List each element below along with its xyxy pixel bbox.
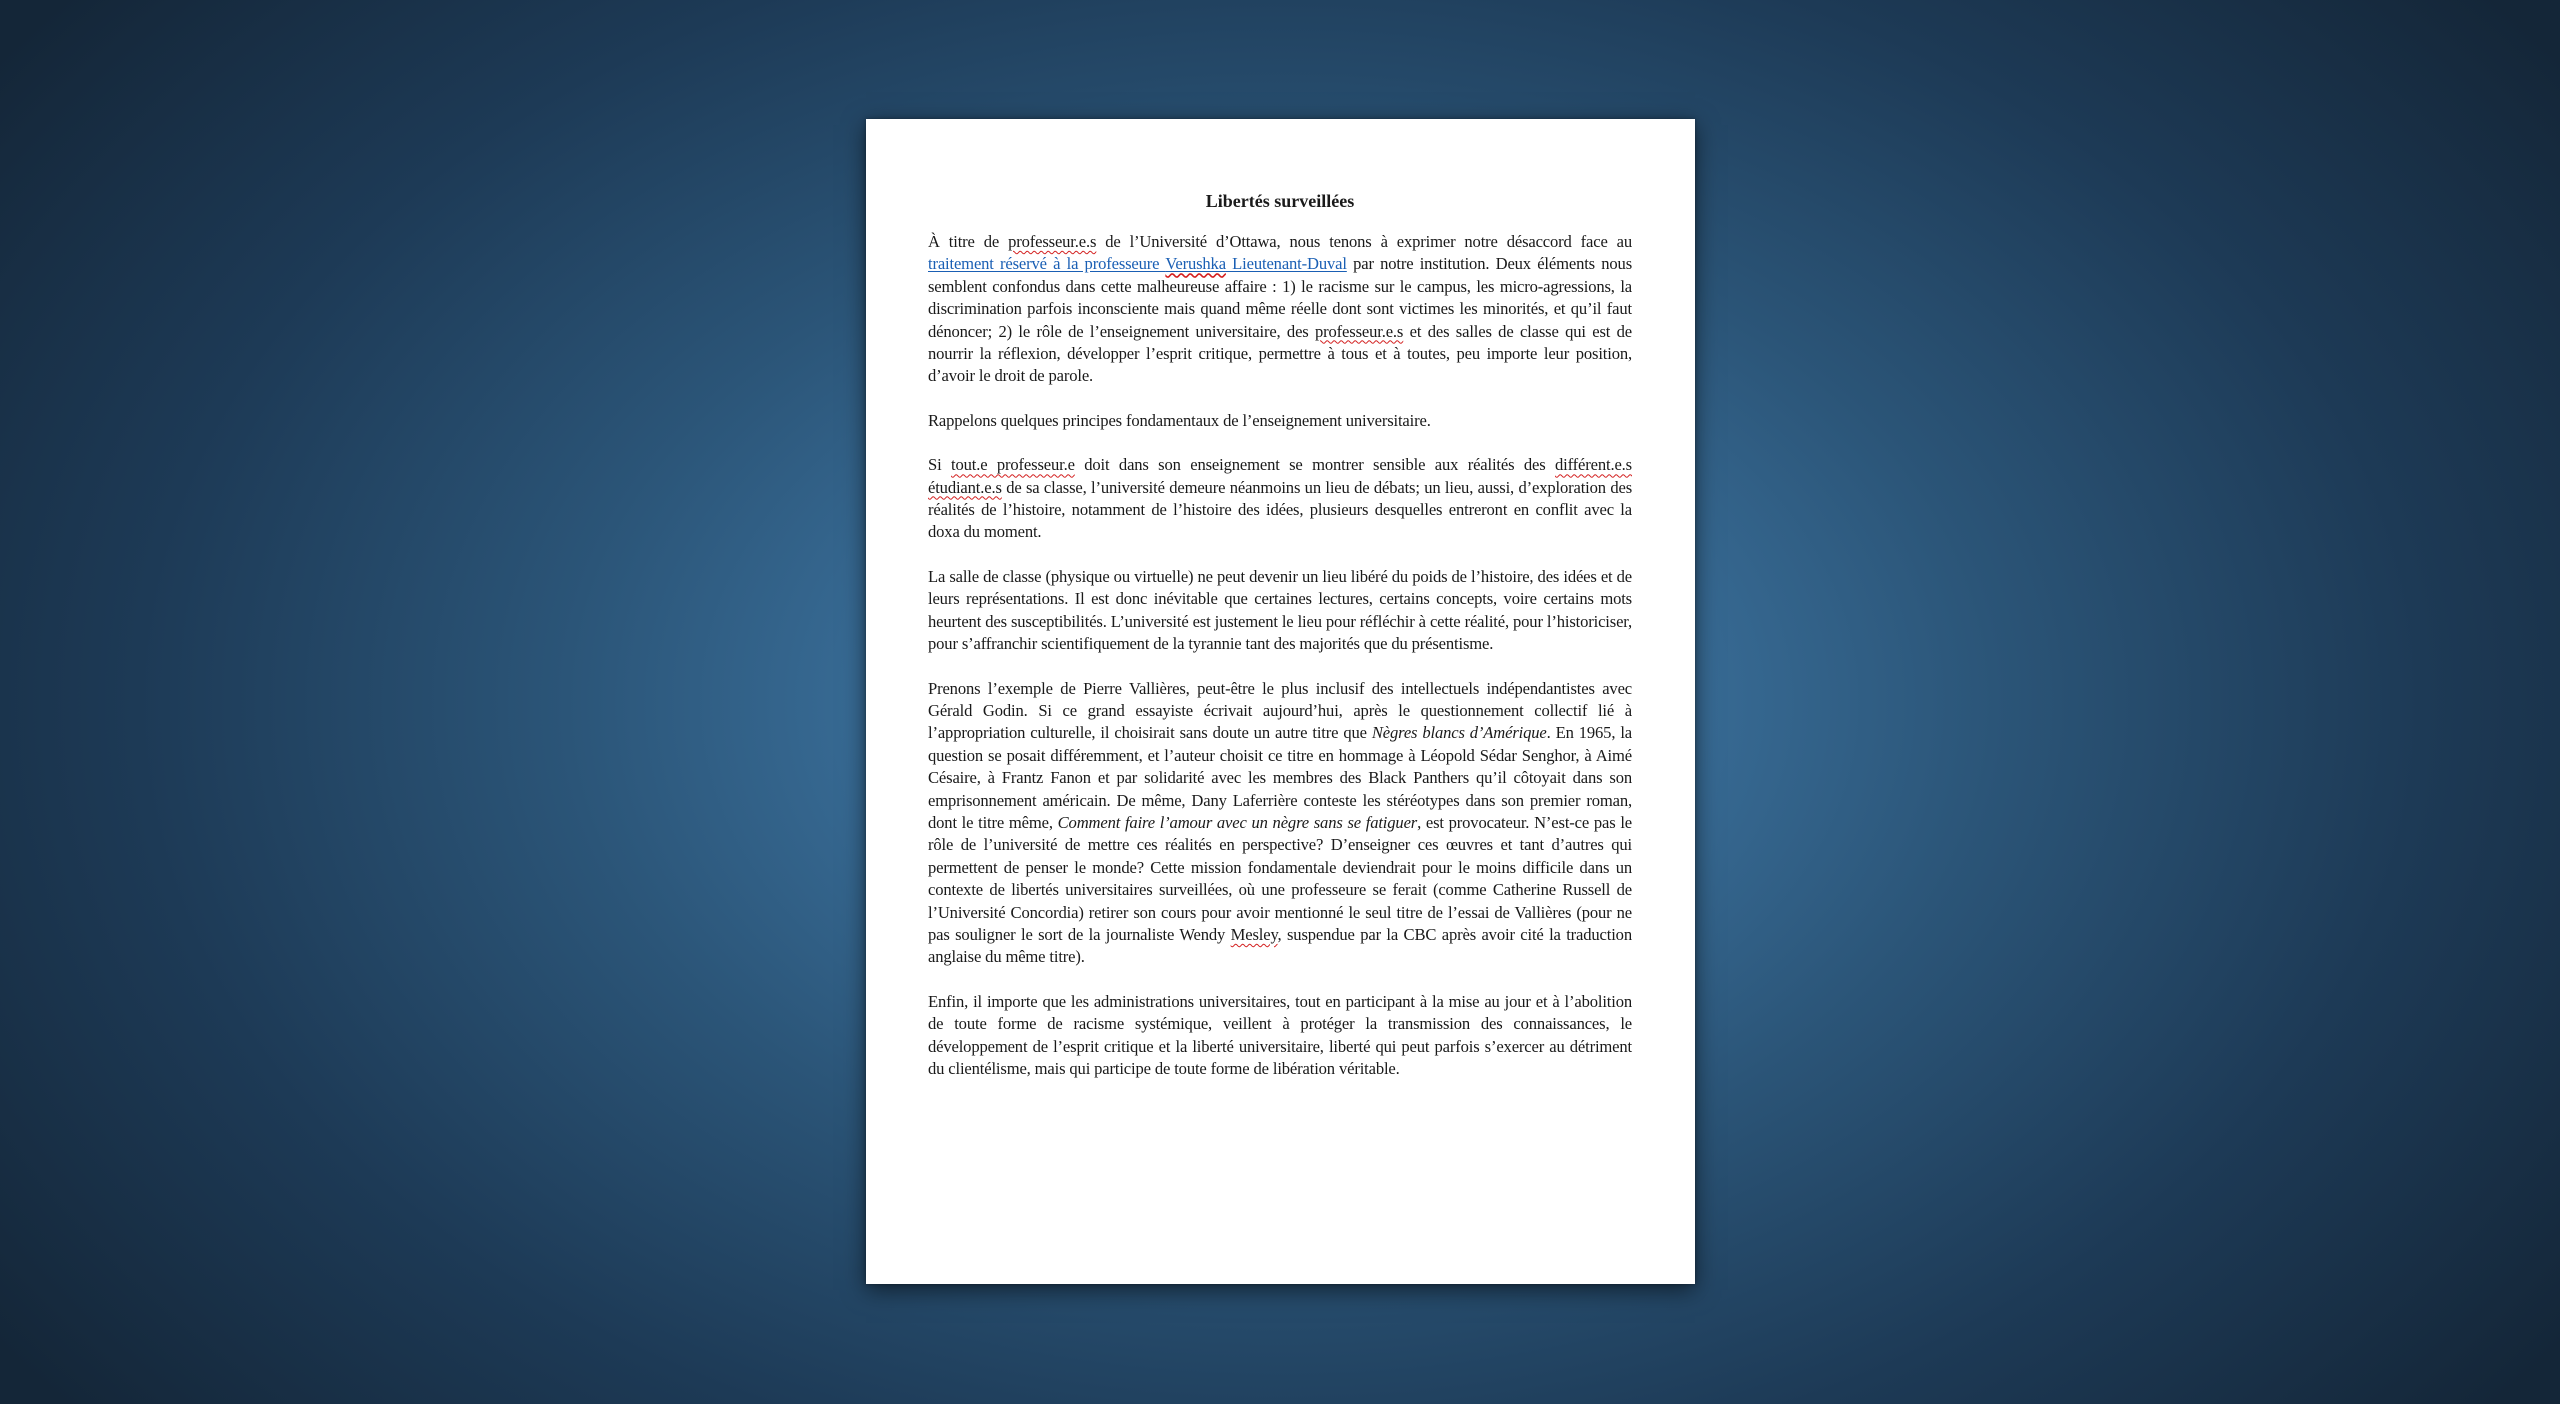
text-run: de sa classe, l’université demeure néanmoins un lieu de débats; un lieu, aussi, d’exploration des réalités de l’histoire, notamment de l’histoire des idées, plusieurs desquelles entreront en conflit avec la doxa du moment.: [928, 477, 1632, 542]
spellcheck-word[interactable]: Verushka: [1165, 254, 1226, 274]
text-run: et des salles de classe qui est de nourrir la réflexion, développer l’esprit critique, permettre à tous et à toutes, peu importe leur position, d’avoir le droit de parole.: [928, 321, 1632, 386]
text-run: À titre de: [928, 232, 1009, 251]
paragraph-1: [928, 231, 1632, 388]
text-run: doit dans son enseignement se montrer sensible aux réalités des: [1074, 455, 1555, 475]
book-title: Comment faire l’amour avec un nègre sans se fatiguer: [1057, 812, 1418, 832]
spellcheck-word[interactable]: tout.e professeur.e: [951, 455, 1075, 475]
text-run: de l’Université d’Ottawa, nous tenons à exprimer notre désaccord face au: [1096, 232, 1632, 251]
link-text[interactable]: traitement réservé à la professeure: [928, 254, 1166, 274]
spellcheck-word[interactable]: Mesley: [1230, 924, 1278, 944]
text-run: Prenons l’exemple de Pierre Vallières, peut-être le plus inclusif des intellectuels indépendantistes avec Gérald Godin. Si ce grand essayiste écrivait aujourd’hui, après le questionnement collectif lié à l’appropriation culturelle, il choisirait sans doute un autre titre que: [928, 678, 1632, 743]
link-text[interactable]: Lieutenant-Duval: [1225, 254, 1347, 274]
paragraph-2: Rappelons quelques principes fondamentaux de l’enseignement universitaire.: [928, 410, 1431, 430]
book-title: Nègres blancs d’Amérique: [1371, 723, 1547, 743]
spellcheck-word[interactable]: différent.e.s étudiant.e.s: [928, 455, 1632, 497]
text-run: , est provocateur. N’est-ce pas le rôle de l’université de mettre ces réalités en perspective? D’enseigner ces œuvres et tant d’autres qui permettent de penser le monde? Cette mission fondamentale deviendrait pour le moins difficile dans un contexte de libertés universitaires surveillées, où une professeure se ferait (comme Catherine Russell de l’Université Concordia) retirer son cours pour avoir mentionné le seul titre de l’essai de Vallières (pour ne pas souligner le sort de la journaliste Wendy: [928, 812, 1632, 944]
text-run: , suspendue par la CBC après avoir cité la traduction anglaise du même titre).: [928, 924, 1632, 967]
spellcheck-word[interactable]: professeur.e.s: [1008, 232, 1097, 251]
document-page: [866, 119, 1695, 1284]
paragraph-3: [928, 454, 1632, 544]
article-link[interactable]: [928, 254, 1347, 273]
paragraph-6: Enfin, il importe que les administrations universitaires, tout en participant à la mise au jour et à l’abolition de toute forme de racisme systémique, veillent à protéger la transmission des connaissances, le développement de l’esprit critique et la liberté universitaire, liberté qui peut parfois s’exercer au détriment du clientélisme, mais qui participe de toute forme de libération véritable.: [928, 991, 1632, 1078]
spellcheck-word[interactable]: professeur.e.s: [1315, 321, 1404, 341]
document-title: Libertés surveillées: [1205, 191, 1355, 211]
text-run: . En 1965, la question se posait différemment, et l’auteur choisit ce titre en hommage à Léopold Sédar Senghor, à Aimé Césaire, à Frantz Fanon et par solidarité avec les membres des Black Panthers qu’il côtoyait dans son emprisonnement américain. De même, Dany Laferrière conteste les stéréotypes dans son premier roman, dont le titre même,: [928, 723, 1632, 832]
paragraph-5: [928, 678, 1632, 969]
text-run: Si: [928, 455, 951, 475]
paragraph-4: La salle de classe (physique ou virtuelle) ne peut devenir un lieu libéré du poids de l’histoire, des idées et de leurs représentations. Il est donc inévitable que certaines lectures, certains concepts, voire certains mots heurtent des susceptibilités. L’université est justement le lieu pour réfléchir à cette réalité, pour l’historiciser, pour s’affranchir scientifiquement de la tyrannie tant des majorités que du présentisme.: [928, 566, 1632, 654]
text-run: par notre institution. Deux éléments nous semblent confondus dans cette malheureuse affaire : 1) le racisme sur le campus, les micro-agressions, la discrimination parfois inconsciente mais quand même réelle dont sont victimes les minorités, et qu’il faut dénoncer; 2) le rôle de l’enseignement universitaire, des: [928, 254, 1633, 341]
